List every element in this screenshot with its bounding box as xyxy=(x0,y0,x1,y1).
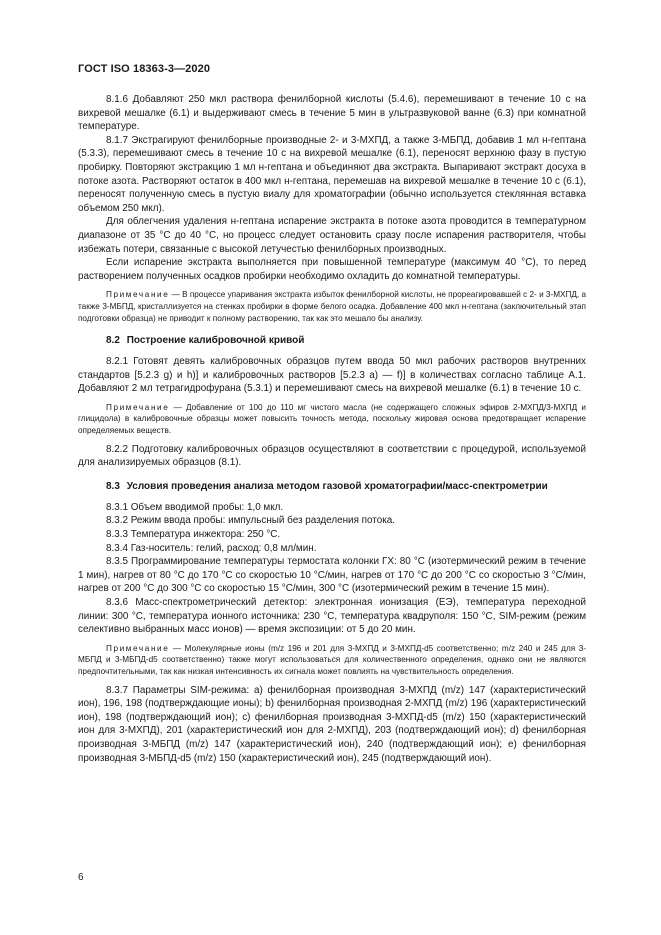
page-number: 6 xyxy=(78,872,84,883)
note-label: Примечание xyxy=(106,290,170,300)
paragraph-8-2-1: 8.2.1 Готовят девять калибровочных образцов путем ввода 50 мкл рабочих растворов внутренних стандартов [5.2.3 g) и h)] и калибровочных растворов [5.2.3 а) — f)] в количествах согласно таблице А.1. Добавляют 2 мл тетрагидрофурана (5.3.1) и перемешивают смесь на вихревой мешалке (6.1) в течение 10 с. xyxy=(78,356,586,395)
section-title: Условия проведения анализа методом газовой хроматографии/масс-спектрометрии xyxy=(126,480,548,492)
section-title: Построение калибровочной кривой xyxy=(126,335,305,347)
section-number: 8.3 xyxy=(106,480,120,492)
paragraph-8-3-3: 8.3.3 Температура инжектора: 250 °С. xyxy=(106,529,281,541)
section-number: 8.2 xyxy=(106,335,120,347)
note-label: Примечание xyxy=(106,643,170,653)
paragraph-8-3-5: 8.3.5 Программирование температуры термостата колонки ГХ: 80 °С (изотермический режим в течение 1 мин), нагрев от 80 °С до 170 °С со скоростью 10 °С/мин, нагрев от 170 °С до 200 °С со скоростью 3 °С/мин, нагрев от 200 °С до 300 °С со скоростью 15 °С/мин, 300 °С (изотермический режим в течение 15 мин). xyxy=(78,556,586,595)
paragraph-8-1-7-cooling: Если испарение экстракта выполняется при повышенной температуре (максимум 40 °С), то перед растворением полученных осадков пробирки необходимо охладить до комнатной температуры. xyxy=(78,257,586,282)
paragraph-8-3-4: 8.3.4 Газ-носитель: гелий, расход: 0,8 мл/мин. xyxy=(106,542,317,554)
note-oil-addition xyxy=(78,402,586,437)
note-evaporation xyxy=(78,289,586,324)
document-header: ГОСТ ISO 18363-3—2020 xyxy=(78,63,211,75)
paragraph-8-1-6: 8.1.6 Добавляют 250 мкл раствора фенилборной кислоты (5.4.6), перемешивают в течение 10 с на вихревой мешалке (6.1) и выдерживают смесь в течение 5 мин в ультразвуковой ванне (6.3) при комнатной температуре. xyxy=(78,94,586,133)
paragraph-8-3-7: 8.3.7 Параметры SIM-режима: а) фенилборная производная 3-МХПД (m/z) 147 (характеристический ион), 196, 198 (подтверждающие ионы); b) фенилборная производная 2-МХПД (m/z) 196 (характеристический ион), 198 (подтверждающий ион); с) фенилборная производная 3-МХПД-d5 (m/z) 150 (характеристический ион для 3-МХПД), 201 (характеристический ион для 2-МХПД), 203 (подтверждающий ион); d) фенилборная производная 3-МБПД (m/z) 147 (характеристический ион), 240 (подтверждающий ион); е) фенилборная производная 3-МБПД-d5 (m/z) 150 (характеристический ион), 245 (подтверждающий ион). xyxy=(78,684,586,764)
note-text: — Добавление от 100 до 110 мг чистого масла (не содержащего сложных эфиров 2-МХПД/3-МХПД и глицидола) в калибровочные образцы может повысить точность метода, поскольку жировая основа предотвращает испарение определяемых веществ. xyxy=(78,402,586,436)
note-text: — Молекулярные ионы (m/z 196 и 201 для 3-МХПД и 3-МХПД-d5 соответственно; m/z 240 и 245 для 3-МБПД и 3-МБПД-d5 соответственно) также могут использоваться для количественного определения, однако они не являются предпочтительными, так как низкая интенсивность их сигнала может повлиять на чувствительность определения. xyxy=(78,643,586,676)
paragraph-8-1-7-evaporation: Для облегчения удаления н-гептана испарение экстракта в потоке азота проводится в температурном диапазоне от 35 °С до 40 °С, но процесс следует остановить сразу после испарения растворителя, чтобы избежать потери, связанные с высокой летучестью фенилборных производных. xyxy=(78,216,586,255)
paragraph-8-1-7: 8.1.7 Экстрагируют фенилборные производные 2- и 3-МХПД, а также 3-МБПД, добавив 1 мл н-гептана (5.3.3), перемешивают смесь в течение 10 с на вихревой мешалке (6.1), переносят верхнюю фазу в пустую пробирку. Повторяют экстракцию 1 мл н-гептана и объединяют два экстракта. Выпаривают экстракт досуха в потоке азота. Растворяют остаток в 400 мкл н-гептана, перемешав на вихревой мешалке в течение 10 с (6.1), переносят полученную смесь в пустую виалу для хроматографии (обычно используется стеклянная вставка объемом 250 мкл). xyxy=(78,134,586,214)
note-molecular-ions xyxy=(78,643,586,678)
section-heading-8-3 xyxy=(78,480,586,493)
document-body xyxy=(78,93,586,765)
note-text: — В процессе упаривания экстракта избыток фенилборной кислоты, не прореагировавшей с 2- и 3-МХПД, а также 3-МБПД, кристаллизуется на стенках пробирки в форме белого осадка. Добавление 400 мкл н-гептана (заключительный этап подготовки образца) не приводит к полному растворению, так как это мешало бы анализу. xyxy=(78,290,587,323)
note-label: Примечание xyxy=(106,402,170,412)
paragraph-8-3-1: 8.3.1 Объем вводимой пробы: 1,0 мкл. xyxy=(106,501,284,513)
section-heading-8-2 xyxy=(78,334,586,347)
paragraph-8-3-6: 8.3.6 Масс-спектрометрический детектор: электронная ионизация (ЕЭ), температура переходной линии: 300 °С, температура ионного источника: 230 °С, температура квадруполя: 150 °С, SIM-режим (режим селективно выбранных масс ионов) — время экспозиции: от 5 до 20 мин. xyxy=(78,597,586,636)
paragraph-8-3-2: 8.3.2 Режим ввода пробы: импульсный без разделения потока. xyxy=(106,515,395,527)
paragraph-8-2-2: 8.2.2 Подготовку калибровочных образцов осуществляют в соответствии с процедурой, используемой для анализируемых образцов (8.1). xyxy=(78,443,586,469)
